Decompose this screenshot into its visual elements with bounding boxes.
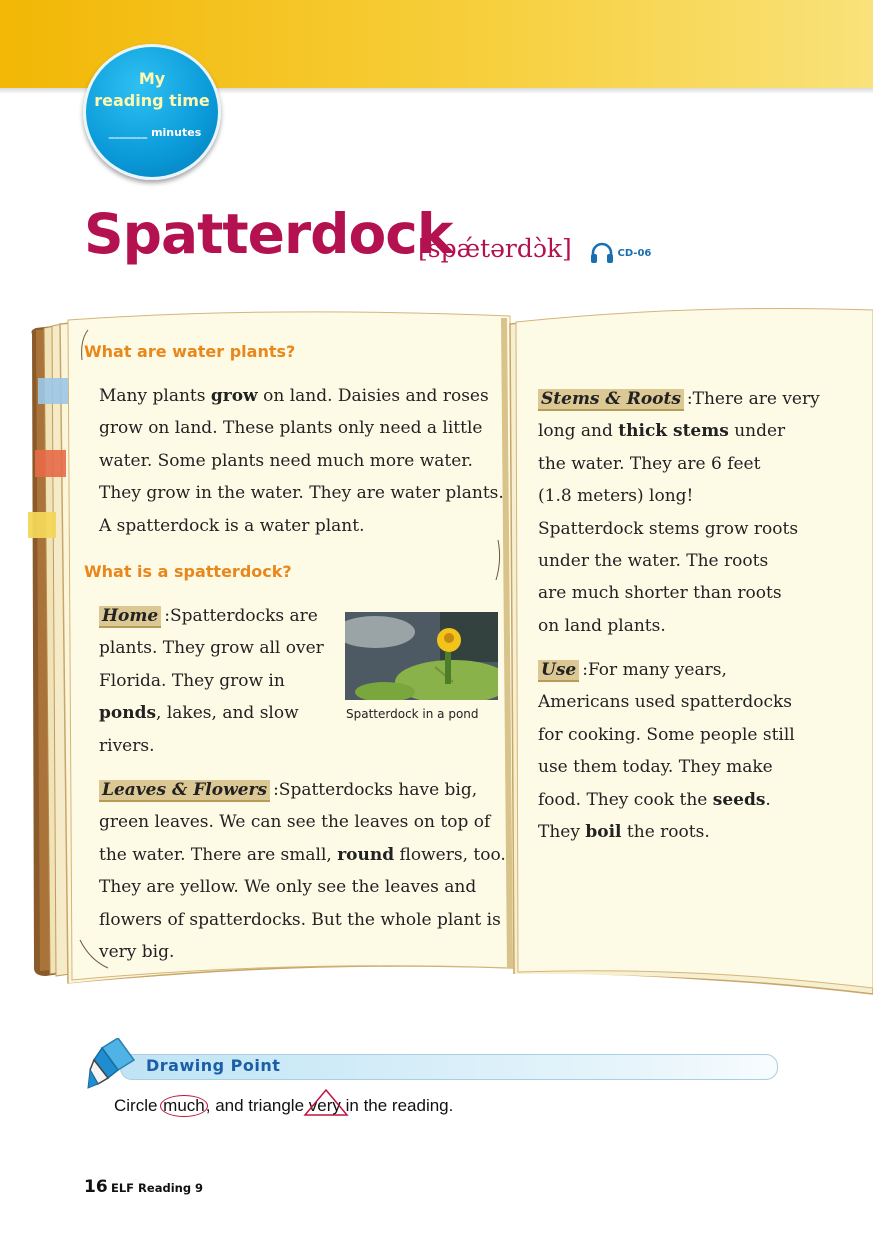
spatterdock-photo — [345, 612, 498, 700]
keyword-boil: boil — [585, 822, 622, 843]
text-line: grow on land. These plants only need a little — [99, 418, 483, 439]
text-line: Americans used spatterdocks — [538, 692, 793, 713]
line-fragment: . — [765, 789, 771, 810]
instruction-text: in the reading. — [340, 1096, 454, 1115]
page-title: Spatterdock — [84, 202, 453, 266]
text-line — [538, 383, 820, 415]
circled-word-much: much — [160, 1095, 208, 1117]
text-line: Spatterdock stems grow roots — [538, 518, 799, 539]
paragraph-home — [99, 600, 324, 762]
line-fragment: under — [728, 421, 786, 442]
line-fragment: :Spatterdocks have big, — [273, 780, 478, 800]
instruction-text: , and triangle — [205, 1096, 309, 1115]
line-fragment: , lakes, and slow — [156, 703, 299, 724]
keyword-ponds: ponds — [99, 703, 157, 724]
text-line — [99, 774, 506, 806]
keyword-grow: grow — [210, 386, 258, 406]
text-line: use them today. They make — [538, 757, 773, 778]
text-line: They are yellow. We only see the leaves and — [99, 877, 477, 898]
badge-line-1: My — [138, 69, 166, 88]
paragraph-leaves-flowers — [99, 774, 506, 968]
paragraph-use — [538, 654, 795, 848]
headphones-icon — [590, 242, 614, 264]
tag-use: Use — [538, 660, 579, 682]
text-line: the water. They are 6 feet — [538, 453, 761, 474]
text-line: plants. They grow all over — [99, 638, 324, 659]
text-line: water. Some plants need much more water. — [99, 450, 473, 471]
tag-home: Home — [99, 606, 161, 628]
photo-caption: Spatterdock in a pond — [346, 707, 479, 721]
line-fragment: long and — [538, 421, 619, 442]
text-line — [538, 816, 795, 848]
heading-what-is-spatterdock: What is a spatterdock? — [84, 562, 292, 581]
triangle-icon — [302, 1088, 350, 1118]
tag-leaves-flowers: Leaves & Flowers — [99, 780, 270, 802]
audio-track[interactable] — [590, 242, 651, 264]
reading-time-badge — [83, 44, 221, 180]
text-line — [99, 380, 504, 412]
drawing-instruction — [114, 1095, 453, 1117]
line-fragment: on land. Daisies and roses — [257, 386, 489, 406]
keyword-round: round — [337, 844, 395, 865]
text-line: (1.8 meters) long! — [538, 486, 694, 507]
text-line: rivers. — [99, 735, 155, 756]
text-line: They grow in the water. They are water plants. — [99, 483, 504, 504]
audio-track-label: CD-06 — [617, 248, 652, 259]
text-line: very big. — [99, 942, 175, 963]
text-line — [538, 784, 795, 816]
line-fragment: flowers, too. — [394, 844, 506, 865]
tag-stems-roots: Stems & Roots — [538, 389, 684, 411]
line-fragment: :Spatterdocks are — [164, 606, 318, 626]
line-fragment: the water. There are small, — [99, 844, 338, 865]
text-line: for cooking. Some people still — [538, 724, 795, 745]
text-line: green leaves. We can see the leaves on top of — [99, 812, 491, 833]
paragraph-water-plants — [99, 380, 504, 542]
line-fragment: :For many years, — [582, 660, 727, 680]
line-fragment: the roots. — [621, 822, 710, 843]
triangled-word-text: very — [308, 1096, 341, 1115]
line-fragment: Many plants — [99, 386, 211, 406]
drawing-point-label: Drawing Point — [146, 1056, 281, 1075]
text-line — [538, 654, 795, 686]
text-line: flowers of spatterdocks. But the whole plant is — [99, 909, 501, 930]
badge-minutes: _______ minutes — [108, 126, 202, 139]
badge-line-2: reading time — [94, 91, 210, 110]
triangled-word-very — [309, 1096, 341, 1116]
line-fragment: They — [538, 822, 586, 843]
text-line — [538, 415, 820, 447]
paragraph-stems-roots — [538, 383, 820, 642]
text-line: are much shorter than roots — [538, 583, 782, 604]
phonetic-transcription: [spǽtərdɔ̀k] — [418, 234, 572, 263]
keyword-seeds: seeds — [712, 789, 766, 810]
text-line: under the water. The roots — [538, 551, 769, 572]
text-line — [99, 839, 506, 871]
text-line — [99, 600, 324, 632]
keyword-thick-stems: thick stems — [618, 421, 729, 442]
text-line: on land plants. — [538, 615, 666, 636]
line-fragment: food. They cook the — [538, 789, 713, 810]
page-number: 16 — [84, 1177, 108, 1197]
highlighter-pen-icon — [84, 1038, 140, 1090]
line-fragment: :There are very — [686, 389, 820, 409]
instruction-text: Circle — [114, 1096, 163, 1115]
heading-water-plants: What are water plants? — [84, 342, 296, 361]
book-title: ELF Reading 9 — [111, 1181, 204, 1195]
text-line: A spatterdock is a water plant. — [99, 515, 365, 536]
text-line — [99, 697, 324, 729]
text-line: Florida. They grow in — [99, 670, 285, 691]
